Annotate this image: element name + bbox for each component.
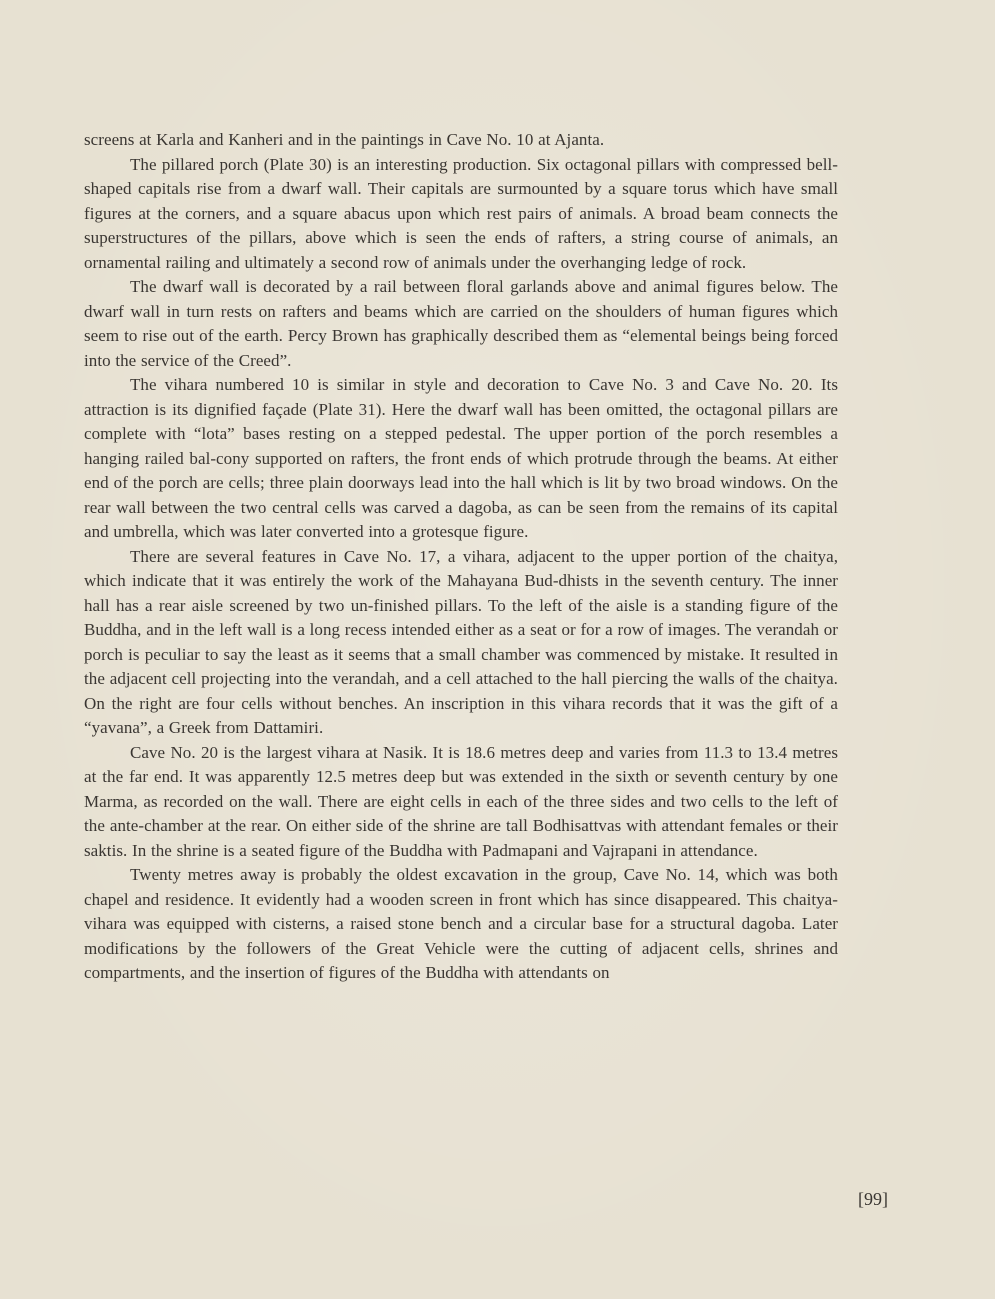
paragraph-dwarf-wall: The dwarf wall is decorated by a rail between floral garlands above and animal figures below. The dwarf wall in turn rests on rafters and beams which are carried on the shoulders of human figures which seem to rise out of the earth. Percy Brown has graphically described them as “elemental beings being forced into the service of the Creed”. — [84, 277, 838, 370]
paragraph-cave-14: Twenty metres away is probably the oldest excavation in the group, Cave No. 14, which was both chapel and residence. It evidently had a wooden screen in front which has since disappeared. This chaitya-vihara was equipped with cisterns, a raised stone bench and a circular base for a structural dagoba. Later modifications by the followers of the Great Vehicle were the cutting of adjacent cells, shrines and compartments, and the insertion of figures of the Buddha with attendants on — [84, 865, 838, 982]
paragraph-cave-17: There are several features in Cave No. 17, a vihara, adjacent to the upper portion of the chaitya, which indicate that it was entirely the work of the Mahayana Bud-dhists in the seventh century. The inner hall has a rear aisle screened by two un-finished pillars. To the left of the aisle is a standing figure of the Buddha, and in the left wall is a long recess intended either as a seat or for a row of images. The verandah or porch is peculiar to say the least as it seems that a small chamber was commenced by mistake. It resulted in the adjacent cell projecting into the verandah, and a cell attached to the hall piercing the walls of the chaitya. On the right are four cells without benches. An inscription in this vihara records that it was the gift of a “yavana”, a Greek from Dattamiri. — [84, 546, 838, 737]
paragraph-cave-20: Cave No. 20 is the largest vihara at Nasik. It is 18.6 metres deep and varies from 11.3 to 13.4 metres at the far end. It was apparently 12.5 metres deep but was extended in the sixth or seventh century by one Marma, as recorded on the wall. There are eight cells in each of the three sides and two cells to the left of the ante-chamber at the rear. On either side of the shrine are tall Bodhisattvas with attendant females or their saktis. In the shrine is a seated figure of the Buddha with Padmapani and Vajrapani in attendance. — [84, 742, 838, 860]
paragraph-pillared-porch: The pillared porch (Plate 30) is an interesting production. Six octagonal pillars with compressed bell-shaped capitals rise from a dwarf wall. Their capitals are surmounted by a square torus which have small figures at the corners, and a square abacus upon which rest pairs of animals. A broad beam connects the superstructures of the pillars, above which is seen the ends of rafters, a string course of animals, an ornamental railing and ultimately a second row of animals under the overhanging ledge of rock. — [84, 154, 838, 272]
paragraph-vihara-10: The vihara numbered 10 is similar in style and decoration to Cave No. 3 and Cave No. 20. Its attraction is its dignified façade (Plate 31). Here the dwarf wall has been omitted, the octagonal pillars are complete with “lota” bases resting on a stepped pedestal. The upper portion of the porch resembles a hanging railed bal-cony supported on rafters, the front ends of which protrude through the beams. At either end of the porch are cells; three plain doorways lead into the hall which is lit by two broad windows. On the rear wall between the two central cells was carved a dagoba, as can be seen from the remains of its capital and umbrella, which was later converted into a grotesque figure. — [84, 375, 838, 541]
paragraph-continuation: screens at Karla and Kanheri and in the paintings in Cave No. 10 at Ajanta. — [84, 130, 605, 149]
page-number: [99] — [858, 1189, 888, 1209]
body-text — [84, 128, 838, 986]
